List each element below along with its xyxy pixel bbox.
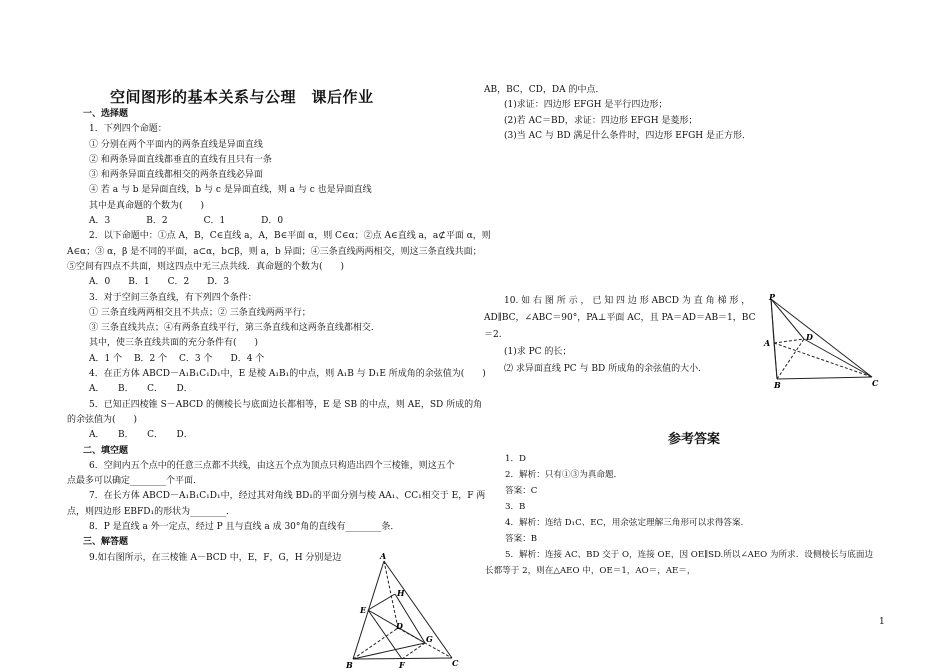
left-text-line: 8．P 是直线 a 外一定点，经过 P 且与直线 a 成 30°角的直线有________条．: [89, 522, 400, 533]
answer-list: [485, 451, 874, 579]
left-text-line: ③ 三条直线共点；④有两条直线平行，第三条直线和这两条直线都相交．: [89, 323, 380, 334]
fig9-label-F: F: [399, 660, 405, 670]
right-column: [484, 83, 884, 144]
answer-line: 答案：B: [505, 534, 538, 544]
left-text-line: ③ 和两条异面直线都相交的两条直线必异面: [89, 170, 263, 181]
left-text-line: ① 分别在两个平面内的两条直线是异面直线: [89, 139, 263, 150]
left-text-line: A．3 B．2 C．1 D．0: [89, 216, 284, 227]
answer-line: 4．解析：连结 D₁C、EC，用余弦定理解三角形可以求得答案．: [505, 518, 750, 528]
left-text-line: 2．以下命题中：①点 A，B，C∈直线 a，A，B∈平面 α，则 C∈α；②点 A∈直线 a，a⊄平面 α，则: [89, 231, 491, 242]
figure-9-tetrahedron: [340, 552, 470, 670]
left-text-line: 5．已知正四棱锥 S－ABCD 的侧棱长与底面边长都相等，E 是 SB 的中点，则 AE，SD 所成的角: [89, 399, 483, 410]
left-text-line: 二、填空题: [83, 445, 129, 456]
left-text-line: 3．对于空间三条直线，有下列四个条件：: [89, 292, 257, 303]
figure-10-pyramid: [762, 291, 884, 391]
question-10: [484, 293, 755, 378]
page-number: 1: [879, 617, 885, 627]
question-10-line: (1)求 PC 的长；: [504, 347, 572, 357]
question-10-line: ⑵ 求异面直线 PC 与 BD 所成角的余弦值的大小.: [504, 364, 701, 374]
right-text-line: (1)求证：四边形 EFGH 是平行四边形；: [504, 100, 668, 111]
fig9-label-D: D: [396, 621, 403, 631]
left-text-line: 6．空间内五个点中的任意三点都不共线，由这五个点为顶点只构造出四个三棱锥，则这五个: [89, 460, 455, 471]
left-text-line: 的余弦值为( ): [67, 414, 138, 425]
fig9-label-G: G: [426, 634, 433, 644]
left-text-line: 其中，使三条直线共面的充分条件有( ): [89, 338, 259, 349]
left-text-line: ① 三条直线两两相交且不共点；② 三条直线两两平行；: [89, 307, 311, 318]
fig9-label-E: E: [360, 605, 367, 615]
fig10-label-B: B: [774, 380, 781, 390]
left-text-line: A． B． C． D．: [89, 430, 193, 441]
right-text-line: (2)若 AC＝BD，求证：四边形 EFGH 是菱形；: [504, 115, 698, 126]
left-text-line: A．1 个 B．2 个 C．3 个 D．4 个: [89, 353, 265, 364]
left-text-line: 1．下列四个命题：: [89, 124, 167, 135]
question-10-line: ＝2.: [484, 330, 502, 340]
fig10-label-P: P: [769, 292, 776, 302]
right-text-line: (3)当 AC 与 BD 满足什么条件时，四边形 EFGH 是正方形．: [504, 130, 751, 141]
left-column: [67, 107, 491, 566]
fig9-label-B: B: [346, 660, 353, 670]
left-text-line: A． B． C． D．: [89, 384, 193, 395]
answer-title: 参考答案: [668, 432, 721, 447]
page-title: 空间图形的基本关系与公理 课后作业: [110, 88, 374, 106]
answer-line: 5．解析：连接 AC、BD 交于 O，连接 OE，因 OE∥SD.所以∠AEO 为所求．设侧棱长与底面边: [505, 550, 874, 560]
left-text-line: 点最多可以确定________个平面．: [67, 476, 203, 487]
answer-line: 答案：C: [505, 486, 538, 496]
question-10-line: 10. 如 右 图 所 示 ， 已 知 四 边 形 ABCD 为 直 角 梯 形 ，: [504, 296, 751, 306]
left-text-line: ④ 若 a 与 b 是异面直线，b 与 c 是异面直线，则 a 与 c 也是异面直线: [89, 185, 372, 196]
fig9-label-C: C: [452, 658, 459, 668]
left-text-line: A∈α；③ α，β 是不同的平面，a⊂α，b⊂β，则 a，b 异面；④三条直线两两相交，则这三条直线共面；: [67, 246, 482, 257]
right-text-line: AB，BC，CD，DA 的中点．: [484, 85, 605, 95]
answer-line: 3．B: [505, 502, 526, 512]
fig10-label-D: D: [806, 332, 813, 342]
left-text-line: 点，则四边形 EBFD₁的形状为________．: [67, 506, 236, 517]
left-text-line: 9.如右图所示，在三棱锥 A－BCD 中，E，F，G，H 分别是边: [89, 552, 342, 563]
left-text-line: ② 和两条异面直线都垂直的直线有且只有一条: [89, 154, 272, 165]
fig10-label-A: A: [764, 338, 771, 348]
left-text-line: 一、选择题: [83, 109, 129, 119]
left-text-line: 其中是真命题的个数为( ): [89, 200, 205, 211]
fig9-label-H: H: [397, 588, 405, 598]
question-10-line: AD∥BC，∠ABC＝90°，PA⊥平面 AC，且 PA＝AD＝AB＝1，BC: [484, 313, 756, 323]
left-text-line: 三、解答题: [83, 537, 129, 548]
answer-line: 1．D: [505, 454, 526, 464]
fig10-label-C: C: [872, 378, 879, 388]
left-text-line: 4．在正方体 ABCD－A₁B₁C₁D₁中，E 是棱 A₁B₁的中点，则 A₁B 与 D₁E 所成角的余弦值为( ): [89, 369, 486, 380]
left-text-line: ⑤空间有四点不共面，则这四点中无三点共线．真命题的个数为( ): [67, 261, 345, 272]
left-text-line: 7．在长方体 ABCD－A₁B₁C₁D₁中，经过其对角线 BD₁的平面分别与棱 AA₁、CC₁相交于 E，F 两: [89, 491, 486, 502]
answer-line: 2．解析：只有①③为真命题．: [505, 470, 623, 480]
answer-line: 长都等于 2，则在△AEO 中，OE＝1，AO＝，AE＝，: [485, 566, 696, 576]
left-text-line: A．0 B．1 C．2 D．3: [89, 277, 230, 288]
fig9-label-A: A: [380, 552, 387, 561]
